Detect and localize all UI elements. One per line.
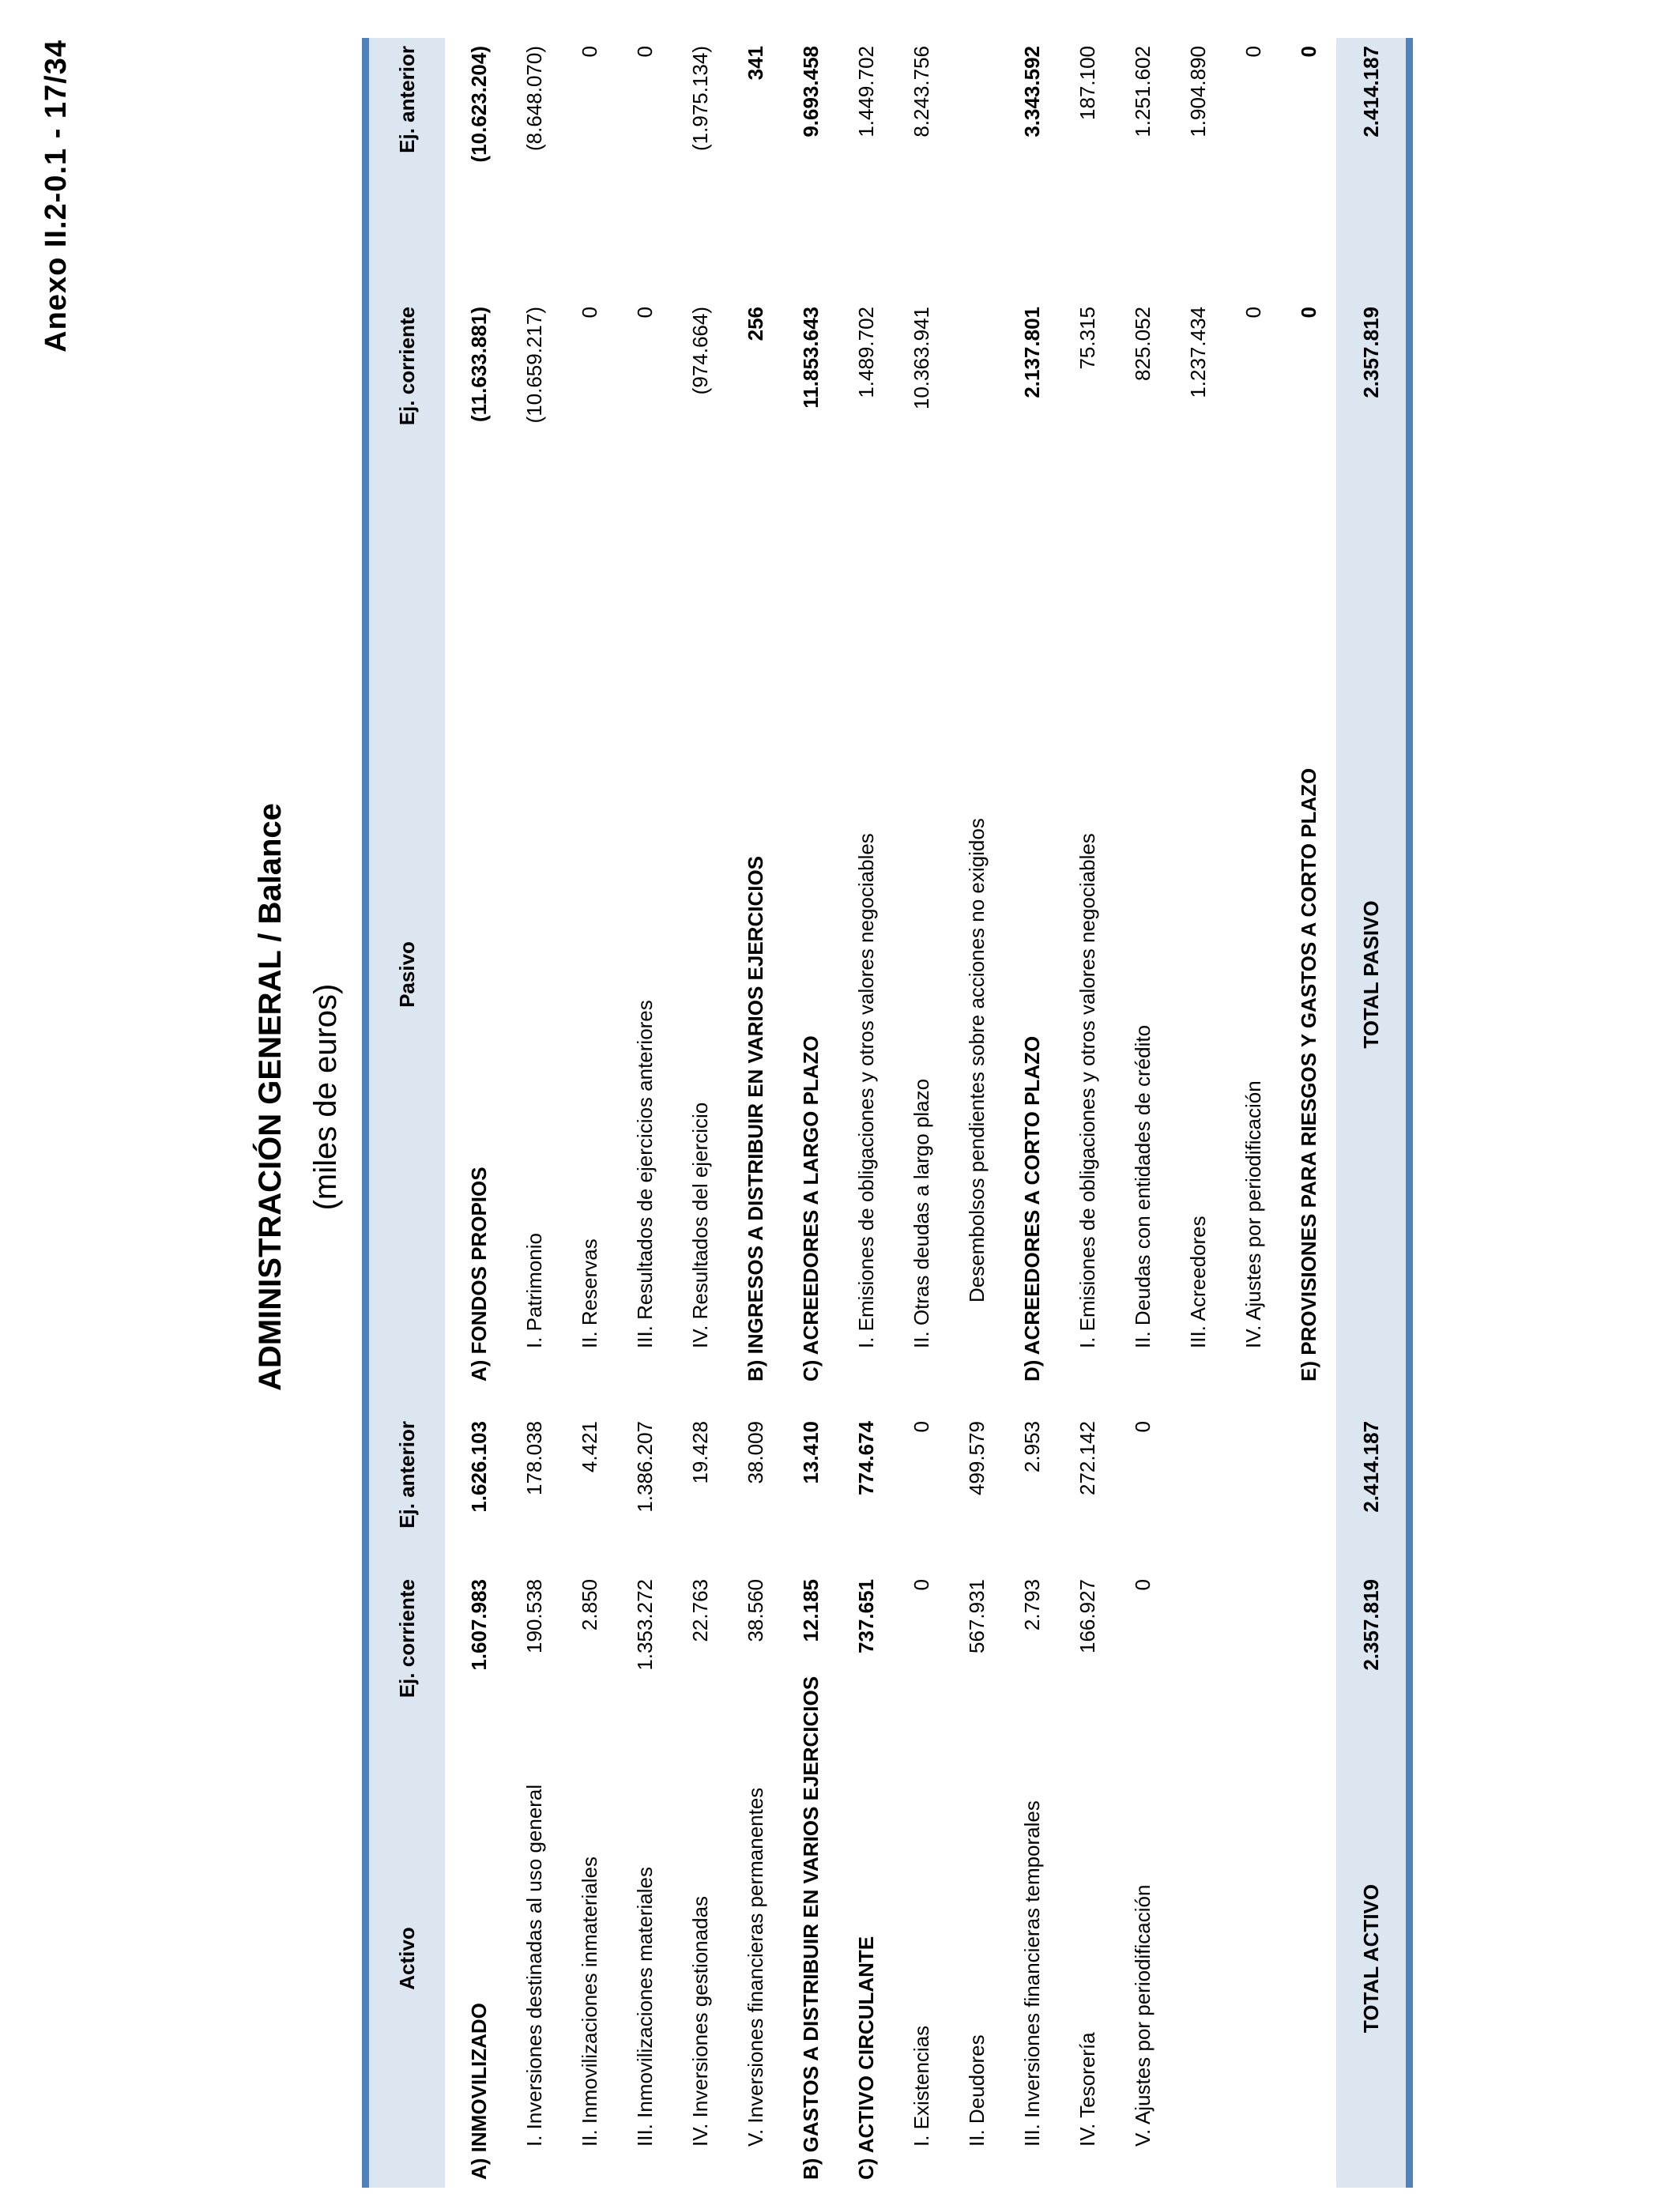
activo-row-ej-anterior: 4.421 — [577, 1421, 601, 1473]
header-gap — [366, 1389, 446, 1413]
table-row — [894, 38, 949, 2188]
pasivo-row-ej-anterior: 341 — [743, 46, 767, 81]
header-pasivo-ej-anterior: Ej. anterior — [366, 38, 446, 299]
activo-row-label: I. Existencias — [909, 2025, 933, 2147]
pasivo-row-ej-corriente: 75.315 — [1075, 307, 1099, 370]
total-activo-ej-corriente: 2.357.819 — [1336, 1571, 1410, 1729]
activo-row-ej-corriente: 190.538 — [522, 1579, 546, 1653]
pasivo-row-ej-corriente: 0 — [1296, 307, 1320, 319]
total-activo-label: TOTAL ACTIVO — [1336, 1729, 1410, 2188]
activo-row-ej-corriente: 22.763 — [687, 1579, 712, 1642]
activo-row-label: A) INMOVILIZADO — [466, 2003, 491, 2180]
activo-row-label: IV. Inversiones gestionadas — [687, 1895, 712, 2147]
pasivo-row-ej-corriente: 0 — [577, 307, 601, 319]
pasivo-row-label: C) ACREEDORES A LARGO PLAZO — [798, 1035, 823, 1382]
pasivo-row-ej-corriente: 0 — [1241, 307, 1265, 319]
activo-row-ej-anterior: 272.142 — [1075, 1421, 1099, 1495]
pasivo-row-ej-anterior: 1.449.702 — [853, 46, 878, 138]
pasivo-row-ej-anterior: 187.100 — [1075, 46, 1099, 120]
activo-row-label: III. Inversiones financieras temporales — [1019, 1800, 1044, 2147]
total-pasivo-ej-anterior: 2.414.187 — [1336, 38, 1410, 299]
activo-row-label — [1281, 1729, 1336, 2188]
table-row — [1226, 38, 1281, 2188]
pasivo-row-ej-corriente: (11.633.881) — [466, 307, 491, 423]
activo-row-ej-corriente: 38.560 — [743, 1579, 767, 1642]
table-row — [445, 38, 507, 2188]
row-gap — [1004, 1389, 1060, 1413]
row-gap — [1115, 1389, 1170, 1413]
activo-row-label: V. Ajustes por periodificación — [1130, 1884, 1155, 2147]
pasivo-row-label: III. Resultados de ejercicios anteriores — [632, 1000, 657, 1348]
row-gap — [894, 1389, 949, 1413]
row-gap — [783, 1389, 838, 1413]
pasivo-row-label: I. Emisiones de obligaciones y otros valores negociables — [853, 833, 878, 1348]
table-row — [1060, 38, 1115, 2188]
header-activo-ej-corriente: Ej. corriente — [366, 1571, 446, 1729]
row-gap — [728, 1389, 783, 1413]
page-subtitle: (miles de euros) — [308, 983, 343, 1211]
table-row — [562, 38, 617, 2188]
pasivo-row-label: I. Patrimonio — [522, 1233, 546, 1348]
activo-row-label: III. Inmovilizaciones materiales — [632, 1866, 657, 2147]
pasivo-row-ej-corriente: 256 — [743, 307, 767, 341]
activo-row-label: V. Inversiones financieras permanentes — [743, 1787, 767, 2147]
activo-row-label: II. Inmovilizaciones inmateriales — [577, 1856, 601, 2147]
activo-row-ej-corriente: 1.607.983 — [466, 1579, 491, 1671]
pasivo-row-label: E) PROVISIONES PARA RIESGOS Y GASTOS A CORTO PLAZO — [1296, 767, 1320, 1382]
activo-row-ej-anterior — [1281, 1413, 1336, 1571]
activo-row-ej-anterior: 1.626.103 — [466, 1421, 491, 1513]
table-row — [1004, 38, 1060, 2188]
pasivo-row-ej-anterior — [949, 38, 1004, 299]
activo-row-ej-anterior: 1.386.207 — [632, 1421, 657, 1513]
activo-row-ej-corriente: 0 — [909, 1579, 933, 1591]
total-activo-ej-anterior: 2.414.187 — [1336, 1413, 1410, 1571]
row-gap — [1281, 1389, 1336, 1413]
activo-row-ej-anterior: 499.579 — [964, 1421, 989, 1495]
row-gap — [1170, 1389, 1226, 1413]
table-row — [728, 38, 783, 2188]
pasivo-row-ej-anterior: (1.975.134) — [687, 46, 712, 151]
activo-row-ej-anterior: 38.009 — [743, 1421, 767, 1484]
activo-row-ej-corriente: 2.793 — [1019, 1579, 1044, 1631]
activo-row-ej-anterior: 0 — [1130, 1421, 1155, 1433]
activo-row-label: I. Inversiones destinadas al uso general — [522, 1784, 546, 2147]
activo-row-ej-corriente: 166.927 — [1075, 1579, 1099, 1653]
pasivo-row-ej-anterior: 9.693.458 — [798, 46, 823, 138]
activo-row-ej-anterior — [1226, 1413, 1281, 1571]
table-row — [507, 38, 562, 2188]
row-gap — [1226, 1389, 1281, 1413]
pasivo-row-ej-anterior: 0 — [1241, 46, 1265, 58]
pasivo-row-ej-corriente: 1.237.434 — [1185, 307, 1210, 398]
row-gap — [562, 1389, 617, 1413]
table-row — [672, 38, 728, 2188]
pasivo-row-label: D) ACREEDORES A CORTO PLAZO — [1019, 1035, 1044, 1382]
table-row — [949, 38, 1004, 2188]
pasivo-row-ej-anterior: 8.243.756 — [909, 46, 933, 138]
pasivo-row-label: I. Emisiones de obligaciones y otros valores negociables — [1075, 833, 1099, 1348]
activo-row-ej-anterior: 0 — [909, 1421, 933, 1433]
activo-row-ej-anterior: 19.428 — [687, 1421, 712, 1484]
activo-row-ej-anterior — [1170, 1413, 1226, 1571]
page-title: ADMINISTRACIÓN GENERAL / Balance — [253, 803, 288, 1391]
header-pasivo: Pasivo — [366, 560, 446, 1389]
activo-row-label — [1226, 1729, 1281, 2188]
header-activo-ej-anterior: Ej. anterior — [366, 1413, 446, 1571]
activo-row-label: B) GASTOS A DISTRIBUIR EN VARIOS EJERCICIOS — [798, 1676, 823, 2180]
pasivo-row-ej-anterior: 0 — [577, 46, 601, 58]
activo-row-ej-corriente: 12.185 — [798, 1579, 823, 1642]
row-gap — [1060, 1389, 1115, 1413]
pasivo-row-label: A) FONDOS PROPIOS — [466, 1167, 491, 1382]
pasivo-row-ej-corriente — [949, 299, 1004, 560]
row-gap — [838, 1389, 894, 1413]
activo-row-ej-anterior: 774.674 — [853, 1421, 878, 1495]
pasivo-row-ej-anterior: 3.343.592 — [1019, 46, 1044, 138]
table-row — [783, 38, 838, 2188]
header-pasivo-ej-corriente: Ej. corriente — [366, 299, 446, 560]
pasivo-row-ej-anterior: 1.904.890 — [1185, 46, 1210, 138]
activo-row-ej-corriente — [1226, 1571, 1281, 1729]
pasivo-row-ej-anterior: (8.648.070) — [522, 46, 546, 151]
pasivo-row-ej-corriente: 10.363.941 — [909, 307, 933, 410]
pasivo-row-ej-corriente: (974.664) — [687, 307, 712, 395]
activo-row-ej-corriente: 2.850 — [577, 1579, 601, 1631]
activo-row-ej-corriente: 737.651 — [853, 1579, 878, 1653]
table-row — [838, 38, 894, 2188]
pasivo-row-label: III. Acreedores — [1185, 1216, 1210, 1348]
table-row — [617, 38, 672, 2188]
activo-row-ej-anterior: 178.038 — [522, 1421, 546, 1495]
pasivo-row-ej-anterior: 0 — [1296, 46, 1320, 58]
table-row — [1170, 38, 1226, 2188]
activo-row-ej-corriente: 567.931 — [964, 1579, 989, 1653]
header-activo: Activo — [366, 1729, 446, 2188]
totals-row — [1336, 38, 1410, 2188]
balance-table — [362, 38, 1413, 2188]
pasivo-row-ej-anterior: 1.251.602 — [1130, 46, 1155, 138]
activo-row-label: C) ACTIVO CIRCULANTE — [853, 1936, 878, 2180]
activo-row-label: II. Deudores — [964, 2034, 989, 2147]
activo-row-label: IV. Tesorería — [1075, 2032, 1099, 2147]
pasivo-row-label: IV. Ajustes por periodificación — [1241, 1080, 1265, 1348]
pasivo-row-ej-corriente: 0 — [632, 307, 657, 319]
activo-row-ej-anterior: 13.410 — [798, 1421, 823, 1484]
activo-row-label — [1170, 1729, 1226, 2188]
activo-row-ej-corriente — [1281, 1571, 1336, 1729]
row-gap — [949, 1389, 1004, 1413]
total-pasivo-label: TOTAL PASIVO — [1336, 560, 1410, 1389]
table-header-row — [366, 38, 446, 2188]
pasivo-row-ej-corriente: 11.853.643 — [798, 307, 823, 409]
annex-reference: Anexo II.2-0.1 - 17/34 — [40, 40, 73, 352]
pasivo-row-ej-anterior: (10.623.204) — [466, 46, 491, 163]
row-gap — [672, 1389, 728, 1413]
row-gap — [445, 1389, 507, 1413]
activo-row-ej-anterior: 2.953 — [1019, 1421, 1044, 1473]
table-body — [445, 38, 1336, 2188]
row-gap — [617, 1389, 672, 1413]
total-pasivo-ej-corriente: 2.357.819 — [1336, 299, 1410, 560]
pasivo-row-ej-corriente: 825.052 — [1130, 307, 1155, 381]
pasivo-row-label: B) INGRESOS A DISTRIBUIR EN VARIOS EJERCICIOS — [743, 855, 767, 1382]
activo-row-ej-corriente: 0 — [1130, 1579, 1155, 1591]
row-gap — [507, 1389, 562, 1413]
pasivo-row-label: Desembolsos pendientes sobre acciones no exigidos — [964, 818, 989, 1302]
activo-row-ej-corriente — [1170, 1571, 1226, 1729]
pasivo-row-label: IV. Resultados del ejercicio — [687, 1102, 712, 1348]
pasivo-row-label: II. Deudas con entidades de crédito — [1130, 1024, 1155, 1348]
activo-row-ej-corriente: 1.353.272 — [632, 1579, 657, 1671]
total-gap — [1336, 1389, 1410, 1413]
pasivo-row-ej-corriente: 1.489.702 — [853, 307, 878, 398]
pasivo-row-ej-corriente: 2.137.801 — [1019, 307, 1044, 398]
pasivo-row-label: II. Otras deudas a largo plazo — [909, 1078, 933, 1348]
table-row — [1115, 38, 1170, 2188]
pasivo-row-label: II. Reservas — [577, 1238, 601, 1348]
pasivo-row-ej-corriente: (10.659.217) — [522, 307, 546, 424]
table-row — [1281, 38, 1336, 2188]
pasivo-row-ej-anterior: 0 — [632, 46, 657, 58]
